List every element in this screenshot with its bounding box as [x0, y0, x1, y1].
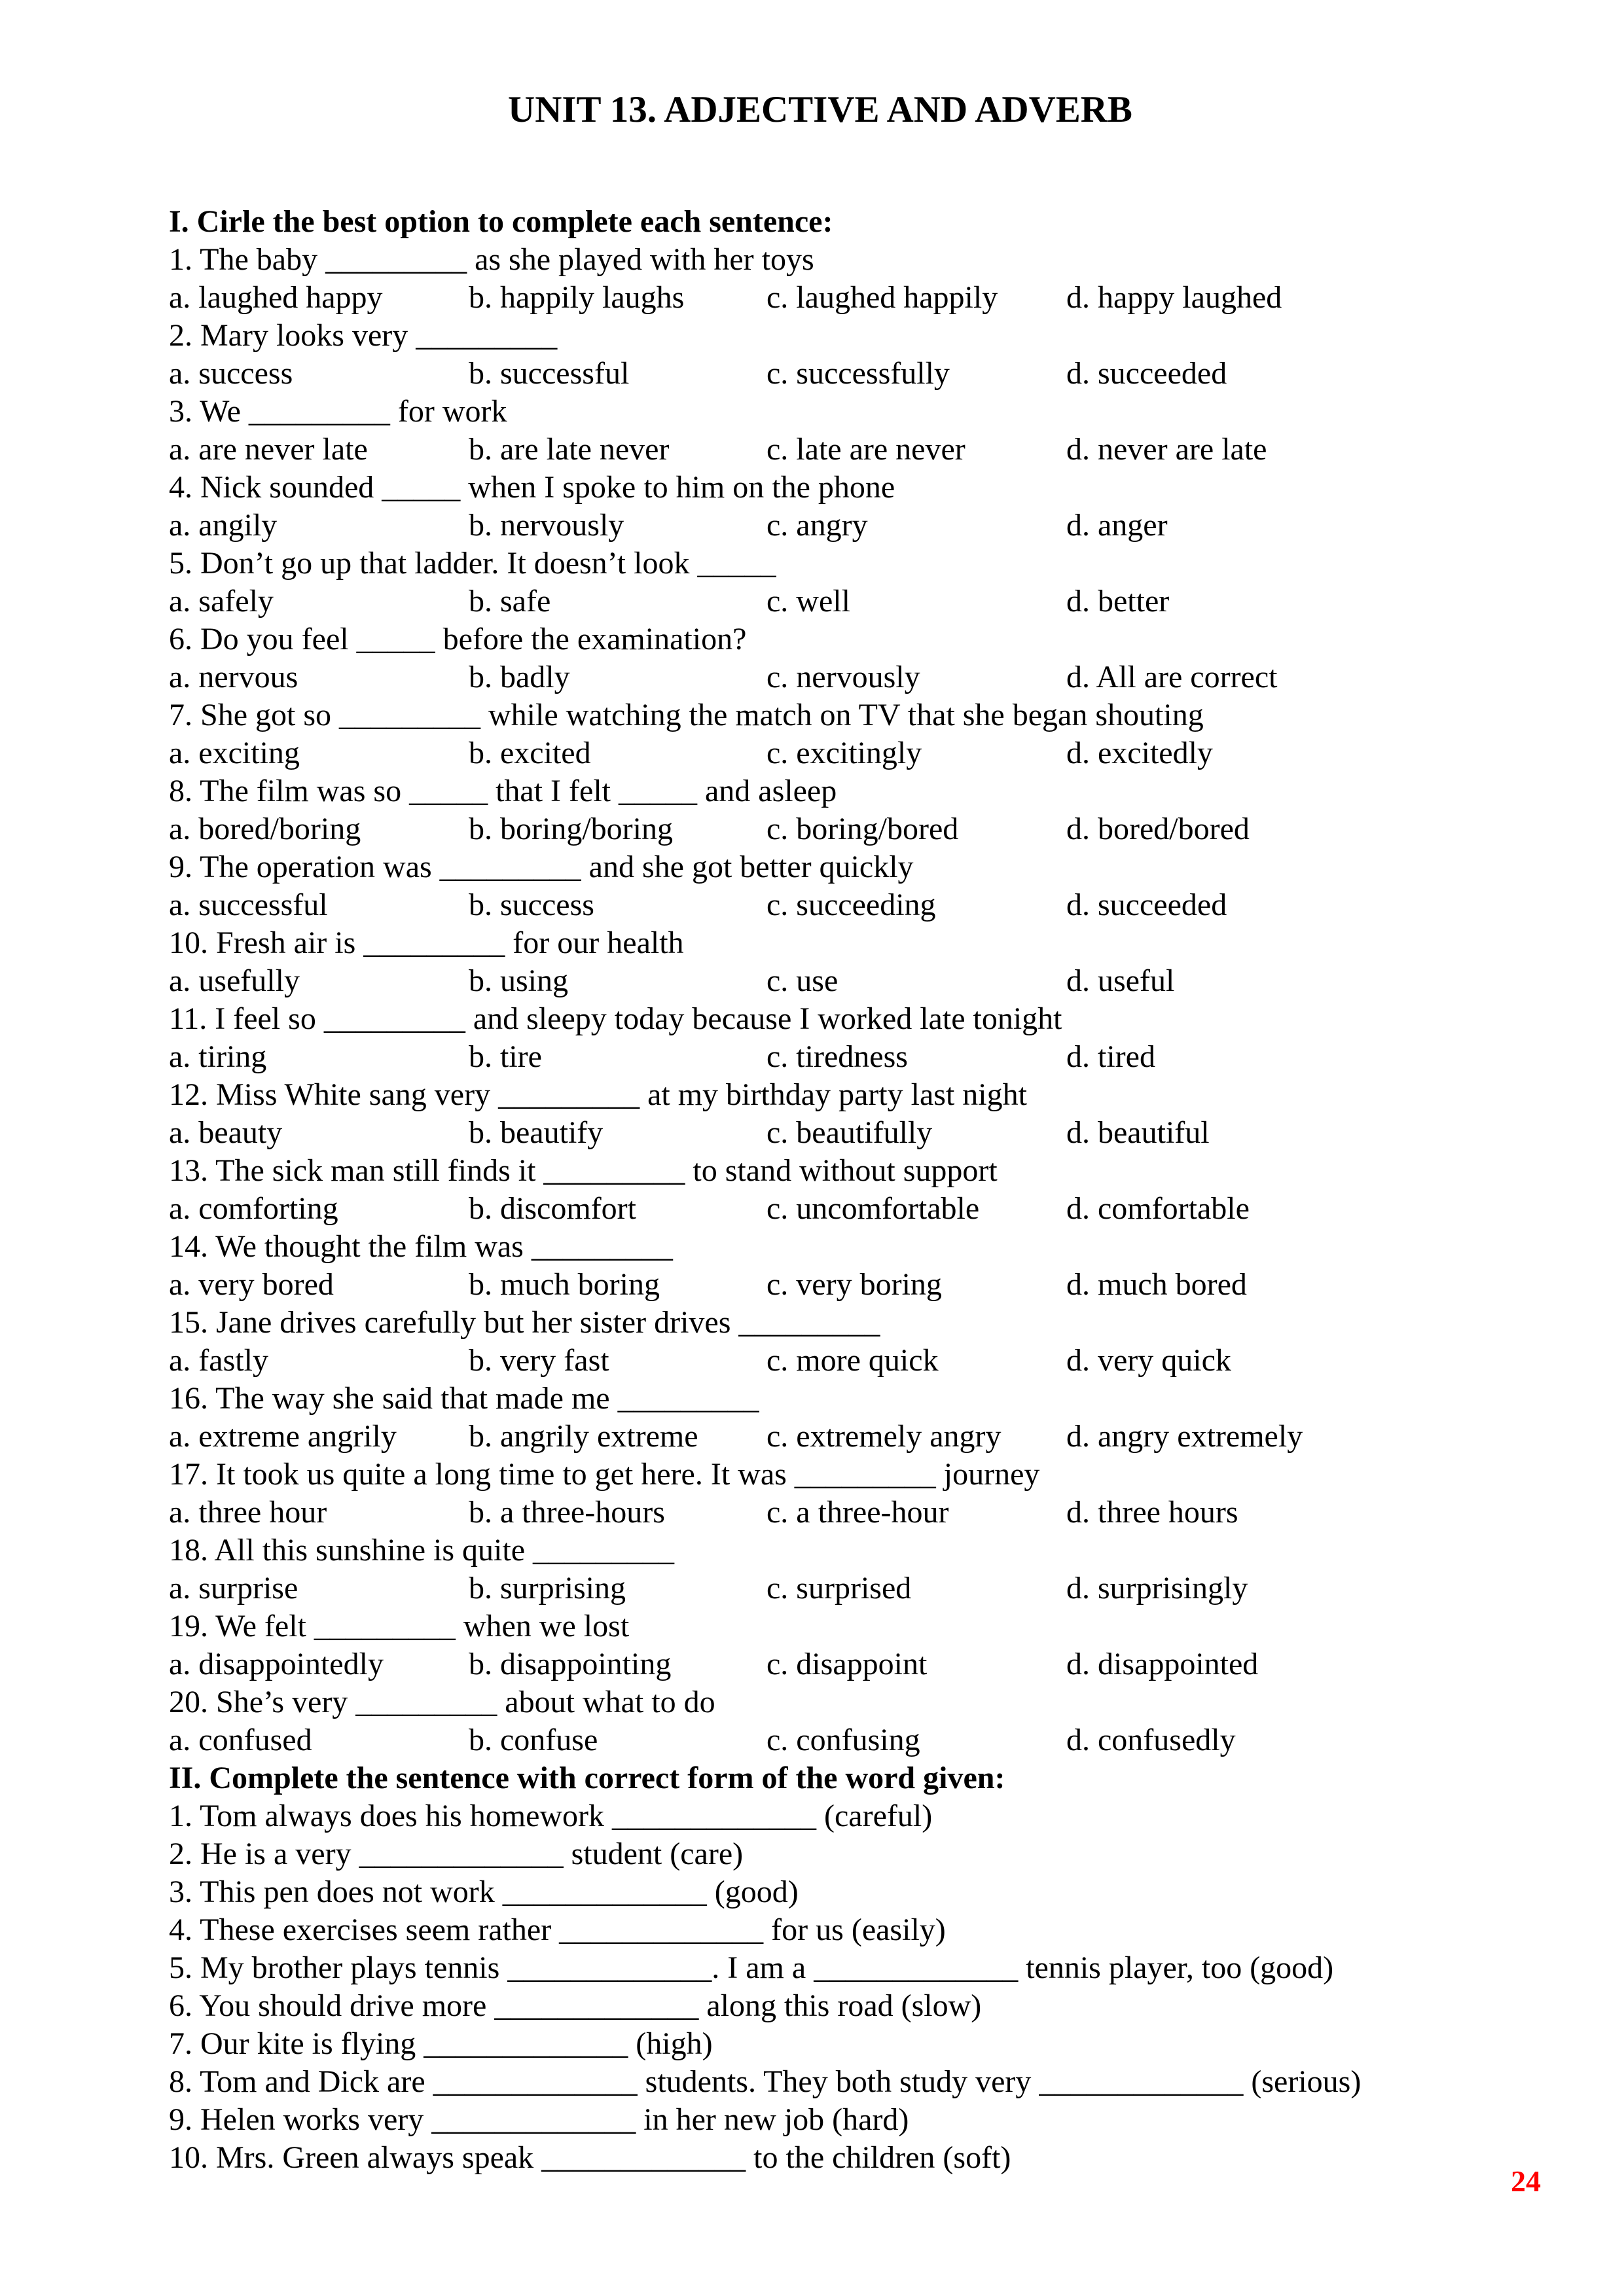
- option-a: a. tiring: [169, 1039, 267, 1074]
- option-a: a. laughed happy: [169, 280, 383, 315]
- exercise-item: 6. You should drive more _____________ along this road (slow): [169, 1988, 982, 2023]
- question-text: 12. Miss White sang very _________ at my birthday party last night: [169, 1077, 1027, 1112]
- option-a: a. nervous: [169, 660, 298, 694]
- question-text: 11. I feel so _________ and sleepy today because I worked late tonight: [169, 1001, 1062, 1036]
- question-text: 13. The sick man still finds it _________ to stand without support: [169, 1153, 998, 1188]
- option-b: b. are late never: [469, 432, 670, 467]
- option-c: c. successfully: [767, 356, 950, 391]
- option-b: b. using: [469, 963, 569, 998]
- option-a: a. comforting: [169, 1191, 338, 1226]
- exercise-item: 2. He is a very _____________ student (care): [169, 1837, 744, 1871]
- option-b: b. excited: [469, 736, 591, 770]
- option-row: [169, 886, 1471, 924]
- option-a: a. successful: [169, 888, 328, 922]
- option-d: d. beautiful: [1066, 1115, 1210, 1150]
- question-text: 7. She got so _________ while watching the match on TV that she began shouting: [169, 698, 1204, 732]
- option-d: d. very quick: [1066, 1343, 1231, 1378]
- option-c: c. surprised: [767, 1571, 912, 1605]
- exercise-item: 10. Mrs. Green always speak _____________ to the children (soft): [169, 2140, 1011, 2175]
- option-row: [169, 1038, 1471, 1076]
- page-title: UNIT 13. ADJECTIVE AND ADVERB: [508, 89, 1132, 130]
- question-text: 1. The baby _________ as she played with her toys: [169, 242, 814, 277]
- option-d: d. All are correct: [1066, 660, 1278, 694]
- option-row: [169, 1570, 1471, 1607]
- option-d: d. useful: [1066, 963, 1175, 998]
- option-row: [169, 1114, 1471, 1152]
- question-text: 16. The way she said that made me _________: [169, 1381, 759, 1416]
- option-a: a. fastly: [169, 1343, 268, 1378]
- option-b: b. safe: [469, 584, 551, 619]
- option-a: a. bored/boring: [169, 812, 361, 846]
- question-text: 5. Don’t go up that ladder. It doesn’t look _____: [169, 546, 776, 581]
- option-d: d. bored/bored: [1066, 812, 1250, 846]
- option-b: b. successful: [469, 356, 630, 391]
- option-b: b. surprising: [469, 1571, 626, 1605]
- option-d: d. comfortable: [1066, 1191, 1250, 1226]
- option-b: b. happily laughs: [469, 280, 685, 315]
- question-text: 15. Jane drives carefully but her sister drives _________: [169, 1305, 880, 1340]
- option-c: c. confusing: [767, 1723, 920, 1757]
- option-a: a. very bored: [169, 1267, 334, 1302]
- option-c: c. boring/bored: [767, 812, 959, 846]
- worksheet-content: [169, 90, 1471, 2177]
- option-b: b. angrily extreme: [469, 1419, 698, 1454]
- option-c: c. excitingly: [767, 736, 922, 770]
- section1-questions: [169, 241, 1471, 1759]
- option-d: d. succeeded: [1066, 888, 1227, 922]
- option-row: [169, 658, 1471, 696]
- option-c: c. uncomfortable: [767, 1191, 980, 1226]
- option-a: a. surprise: [169, 1571, 298, 1605]
- option-c: c. angry: [767, 508, 868, 543]
- option-row: [169, 1494, 1471, 1532]
- option-d: d. excitedly: [1066, 736, 1213, 770]
- option-a: a. extreme angrily: [169, 1419, 397, 1454]
- option-row: [169, 1645, 1471, 1683]
- option-d: d. surprisingly: [1066, 1571, 1248, 1605]
- option-d: d. succeeded: [1066, 356, 1227, 391]
- exercise-item: 1. Tom always does his homework _____________ (careful): [169, 1799, 933, 1833]
- option-b: b. much boring: [469, 1267, 660, 1302]
- option-b: b. disappointing: [469, 1647, 672, 1681]
- exercise-item: 8. Tom and Dick are _____________ students. They both study very _____________ (serious): [169, 2064, 1362, 2099]
- option-row: [169, 1721, 1471, 1759]
- question-text: 9. The operation was _________ and she got better quickly: [169, 850, 914, 884]
- option-d: d. better: [1066, 584, 1170, 619]
- section2-items: [169, 1797, 1471, 2177]
- exercise-item: 4. These exercises seem rather _____________ for us (easily): [169, 1912, 946, 1947]
- option-b: b. confuse: [469, 1723, 598, 1757]
- question-text: 20. She’s very _________ about what to do: [169, 1685, 715, 1719]
- option-d: d. anger: [1066, 508, 1168, 543]
- option-row: [169, 507, 1471, 545]
- question-text: 2. Mary looks very _________: [169, 318, 558, 353]
- option-a: a. success: [169, 356, 293, 391]
- question-text: 4. Nick sounded _____ when I spoke to him on the phone: [169, 470, 895, 505]
- question-text: 17. It took us quite a long time to get here. It was _________ journey: [169, 1457, 1040, 1492]
- question-text: 3. We _________ for work: [169, 394, 507, 429]
- exercise-item: 7. Our kite is flying _____________ (high): [169, 2026, 713, 2061]
- option-c: c. use: [767, 963, 839, 998]
- option-a: a. angily: [169, 508, 278, 543]
- option-d: d. three hours: [1066, 1495, 1238, 1530]
- option-b: b. very fast: [469, 1343, 609, 1378]
- question-text: 8. The film was so _____ that I felt _____ and asleep: [169, 774, 837, 808]
- option-row: [169, 279, 1471, 317]
- question-text: 18. All this sunshine is quite _________: [169, 1533, 675, 1568]
- option-row: [169, 583, 1471, 620]
- option-d: d. disappointed: [1066, 1647, 1259, 1681]
- option-b: b. a three-hours: [469, 1495, 665, 1530]
- option-c: c. succeeding: [767, 888, 936, 922]
- question-text: 10. Fresh air is _________ for our health: [169, 925, 684, 960]
- exercise-item: 9. Helen works very _____________ in her new job (hard): [169, 2102, 909, 2137]
- option-c: c. more quick: [767, 1343, 939, 1378]
- option-row: [169, 1418, 1471, 1456]
- option-a: a. exciting: [169, 736, 300, 770]
- option-row: [169, 734, 1471, 772]
- option-a: a. disappointedly: [169, 1647, 384, 1681]
- option-b: b. success: [469, 888, 594, 922]
- option-d: d. much bored: [1066, 1267, 1247, 1302]
- option-c: c. extremely angry: [767, 1419, 1001, 1454]
- option-a: a. three hour: [169, 1495, 327, 1530]
- option-b: b. nervously: [469, 508, 624, 543]
- exercise-item: 3. This pen does not work _____________ (good): [169, 1874, 799, 1909]
- section2-heading: II. Complete the sentence with correct form of the word given:: [169, 1761, 1005, 1795]
- option-b: b. discomfort: [469, 1191, 636, 1226]
- option-c: c. a three-hour: [767, 1495, 949, 1530]
- option-d: d. confusedly: [1066, 1723, 1236, 1757]
- page-number: 24: [1511, 2164, 1541, 2198]
- option-c: c. well: [767, 584, 850, 619]
- option-d: d. angry extremely: [1066, 1419, 1303, 1454]
- option-row: [169, 355, 1471, 393]
- question-text: 14. We thought the film was _________: [169, 1229, 673, 1264]
- option-a: a. beauty: [169, 1115, 283, 1150]
- option-b: b. tire: [469, 1039, 542, 1074]
- option-c: c. laughed happily: [767, 280, 998, 315]
- section1-heading: I. Cirle the best option to complete each sentence:: [169, 204, 833, 239]
- option-a: a. usefully: [169, 963, 300, 998]
- option-row: [169, 810, 1471, 848]
- option-a: a. are never late: [169, 432, 368, 467]
- option-c: c. disappoint: [767, 1647, 928, 1681]
- option-d: d. happy laughed: [1066, 280, 1282, 315]
- option-c: c. late are never: [767, 432, 965, 467]
- option-row: [169, 962, 1471, 1000]
- option-row: [169, 1342, 1471, 1380]
- option-b: b. badly: [469, 660, 570, 694]
- option-a: a. safely: [169, 584, 274, 619]
- option-d: d. never are late: [1066, 432, 1267, 467]
- option-c: c. beautifully: [767, 1115, 933, 1150]
- option-d: d. tired: [1066, 1039, 1155, 1074]
- option-c: c. nervously: [767, 660, 920, 694]
- option-c: c. very boring: [767, 1267, 942, 1302]
- option-b: b. beautify: [469, 1115, 604, 1150]
- option-row: [169, 431, 1471, 469]
- exercise-item: 5. My brother plays tennis _____________. I am a _____________ tennis player, too (good): [169, 1950, 1334, 1985]
- option-b: b. boring/boring: [469, 812, 673, 846]
- option-c: c. tiredness: [767, 1039, 908, 1074]
- option-row: [169, 1266, 1471, 1304]
- option-a: a. confused: [169, 1723, 312, 1757]
- question-text: 6. Do you feel _____ before the examination?: [169, 622, 747, 656]
- question-text: 19. We felt _________ when we lost: [169, 1609, 630, 1643]
- option-row: [169, 1190, 1471, 1228]
